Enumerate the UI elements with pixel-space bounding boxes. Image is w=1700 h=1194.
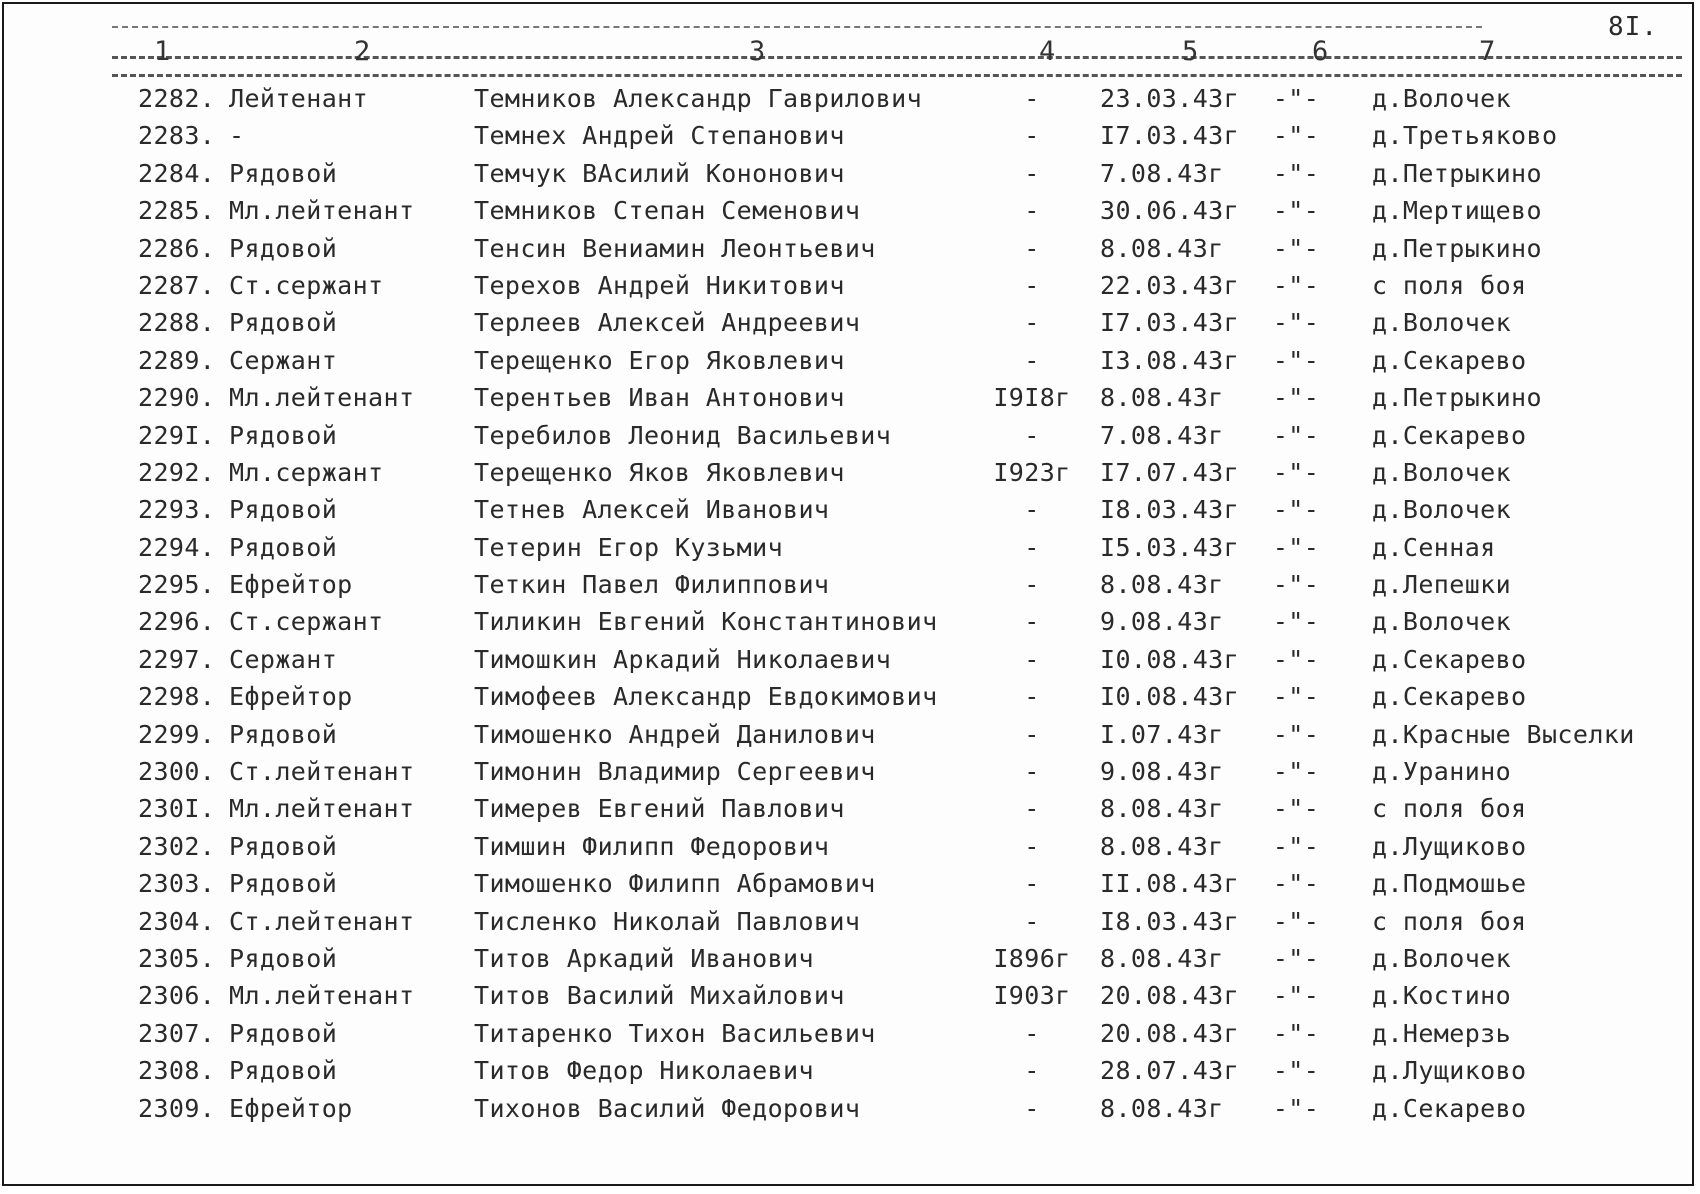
record-number: 2307. [138,1018,216,1048]
record-place: д.Петрыкино [1372,383,1542,413]
record-date: 30.06.43г [1100,196,1240,226]
record-date: I8.03.43г [1100,906,1240,936]
table-row [4,828,1692,865]
record-place: д.Секарево [1372,682,1527,712]
table-row [4,1015,1692,1052]
table-row [4,192,1692,229]
record-ditto-mark: -"- [1272,1093,1320,1123]
record-name: Тимошкин Аркадий Николаевич [474,644,892,674]
record-ditto-mark: -"- [1272,532,1320,562]
table-row [4,491,1692,528]
record-ditto-mark: -"- [1272,233,1320,263]
record-place: с поля боя [1372,794,1527,824]
record-number: 2290. [138,383,216,413]
record-name: Темчук ВАсилий Кононович [474,158,845,188]
record-number: 230I. [138,794,216,824]
record-date: I7.03.43г [1100,308,1240,338]
record-place: д.Секарево [1372,345,1527,375]
record-rank: Рядовой [229,420,338,450]
record-name: Тихонов Василий Федорович [474,1093,861,1123]
table-row [4,566,1692,603]
record-name: Темнех Андрей Степанович [474,121,845,151]
record-rank: Ст.сержант [229,270,384,300]
table-row [4,790,1692,827]
record-name: Теребилов Леонид Васильевич [474,420,892,450]
record-birth-year: - [1024,757,1040,787]
record-number: 2305. [138,943,216,973]
record-number: 2282. [138,84,216,113]
record-place: д.Петрыкино [1372,158,1542,188]
record-number: 2295. [138,570,216,600]
record-birth-year: - [1024,196,1040,226]
record-birth-year: - [1024,794,1040,824]
record-place: д.Сенная [1372,532,1496,562]
record-rank: Ефрейтор [229,1093,353,1123]
record-birth-year: - [1024,233,1040,263]
record-date: 8.08.43г [1100,570,1224,600]
record-name: Темников Степан Семенович [474,196,861,226]
record-name: Тенсин Вениамин Леонтьевич [474,233,876,263]
record-birth-year: - [1024,570,1040,600]
table-row [4,603,1692,640]
record-name: Терлеев Алексей Андреевич [474,308,861,338]
record-birth-year: - [1024,420,1040,450]
record-rank: Ст.лейтенант [229,757,415,787]
record-rank: Сержант [229,644,338,674]
record-date: 9.08.43г [1100,607,1224,637]
record-ditto-mark: -"- [1272,308,1320,338]
record-name: Тиликин Евгений Константинович [474,607,938,637]
record-ditto-mark: -"- [1272,495,1320,525]
record-place: д.Волочек [1372,943,1512,973]
record-name: Титаренко Тихон Васильевич [474,1018,876,1048]
record-rank: Рядовой [229,308,338,338]
record-ditto-mark: -"- [1272,1056,1320,1086]
record-date: 7.08.43г [1100,158,1224,188]
record-number: 2304. [138,906,216,936]
record-name: Тимшин Филипп Федорович [474,831,830,861]
top-dashed-rule [112,26,1482,28]
table-row [4,529,1692,566]
record-name: Тимерев Евгений Павлович [474,794,845,824]
table-row [4,977,1692,1014]
record-name: Титов Федор Николаевич [474,1056,814,1086]
record-rank: Ст.лейтенант [229,906,415,936]
record-number: 2294. [138,532,216,562]
record-place: д.Волочек [1372,607,1512,637]
record-date: 9.08.43г [1100,757,1224,787]
record-rank: Ст.сержант [229,607,384,637]
table-row [4,716,1692,753]
column-header-6: 6 [1312,36,1329,67]
table-row [4,903,1692,940]
record-name: Титов Василий Михайлович [474,981,845,1011]
record-rank: Мл.лейтенант [229,794,415,824]
record-name: Тетнев Алексей Иванович [474,495,830,525]
record-number: 2289. [138,345,216,375]
record-date: I7.07.43г [1100,457,1240,487]
record-rank: Рядовой [229,831,338,861]
table-row [4,304,1692,341]
record-date: 8.08.43г [1100,1093,1224,1123]
record-rank: Мл.сержант [229,457,384,487]
record-place: д.Мертищево [1372,196,1542,226]
record-rank: Мл.лейтенант [229,383,415,413]
record-number: 2300. [138,757,216,787]
table-row [4,267,1692,304]
record-rank: Рядовой [229,532,338,562]
table-row [4,1090,1692,1127]
table-row [4,1052,1692,1089]
record-number: 2296. [138,607,216,637]
record-birth-year: - [1024,1018,1040,1048]
record-ditto-mark: -"- [1272,196,1320,226]
record-ditto-mark: -"- [1272,794,1320,824]
record-rank: Рядовой [229,943,338,973]
record-birth-year: - [1024,831,1040,861]
record-date: 8.08.43г [1100,794,1224,824]
record-birth-year: I903г [993,981,1071,1011]
record-date: 8.08.43г [1100,943,1224,973]
record-birth-year: - [1024,1093,1040,1123]
record-place: с поля боя [1372,906,1527,936]
record-ditto-mark: -"- [1272,1018,1320,1048]
record-ditto-mark: -"- [1272,570,1320,600]
table-row [4,678,1692,715]
record-date: 23.03.43г [1100,84,1240,113]
record-ditto-mark: -"- [1272,158,1320,188]
record-date: I0.08.43г [1100,644,1240,674]
record-number: 2288. [138,308,216,338]
record-place: д.Секарево [1372,420,1527,450]
record-number: 2297. [138,644,216,674]
record-place: д.Красные Выселки [1372,719,1635,749]
table-row [4,454,1692,491]
record-name: Тимофеев Александр Евдокимович [474,682,938,712]
record-birth-year: - [1024,121,1040,151]
record-birth-year: - [1024,308,1040,338]
record-number: 2283. [138,121,216,151]
record-number: 2303. [138,869,216,899]
page-number: 8I. [1608,12,1658,42]
record-rank: Мл.лейтенант [229,196,415,226]
record-ditto-mark: -"- [1272,906,1320,936]
record-birth-year: - [1024,532,1040,562]
record-birth-year: - [1024,719,1040,749]
record-ditto-mark: -"- [1272,457,1320,487]
record-ditto-mark: -"- [1272,869,1320,899]
record-name: Терехов Андрей Никитович [474,270,845,300]
record-number: 2286. [138,233,216,263]
record-number: 229I. [138,420,216,450]
record-name: Терентьев Иван Антонович [474,383,845,413]
record-birth-year: - [1024,84,1040,113]
record-place: д.Петрыкино [1372,233,1542,263]
record-rank: Рядовой [229,1056,338,1086]
record-name: Тимошенко Филипп Абрамович [474,869,876,899]
record-rank: Рядовой [229,158,338,188]
record-place: д.Уранино [1372,757,1512,787]
record-rank: Сержант [229,345,338,375]
table-row [4,379,1692,416]
record-rank: Ефрейтор [229,570,353,600]
record-name: Теткин Павел Филиппович [474,570,830,600]
record-birth-year: - [1024,1056,1040,1086]
record-ditto-mark: -"- [1272,682,1320,712]
record-birth-year: - [1024,158,1040,188]
record-birth-year: I896г [993,943,1071,973]
record-ditto-mark: -"- [1272,719,1320,749]
record-name: Титов Аркадий Иванович [474,943,814,973]
record-ditto-mark: -"- [1272,270,1320,300]
record-ditto-mark: -"- [1272,420,1320,450]
record-birth-year: - [1024,345,1040,375]
table-row [4,80,1692,117]
record-birth-year: - [1024,682,1040,712]
record-birth-year: - [1024,495,1040,525]
record-place: д.Лущиково [1372,1056,1527,1086]
record-rank: Рядовой [229,869,338,899]
record-rank: - [229,121,245,151]
record-date: I7.03.43г [1100,121,1240,151]
record-date: I8.03.43г [1100,495,1240,525]
record-ditto-mark: -"- [1272,607,1320,637]
table-row [4,342,1692,379]
table-row [4,230,1692,267]
table-row [4,117,1692,154]
record-place: д.Лущиково [1372,831,1527,861]
record-place: д.Секарево [1372,1093,1527,1123]
record-name: Тисленко Николай Павлович [474,906,861,936]
record-number: 2308. [138,1056,216,1086]
record-birth-year: I9I8г [993,383,1071,413]
record-place: д.Подмошье [1372,869,1527,899]
record-ditto-mark: -"- [1272,757,1320,787]
record-ditto-mark: -"- [1272,121,1320,151]
record-number: 2309. [138,1093,216,1123]
record-place: д.Волочек [1372,495,1512,525]
record-number: 2293. [138,495,216,525]
column-header-4: 4 [1039,36,1056,67]
record-ditto-mark: -"- [1272,981,1320,1011]
record-place: д.Третьяково [1372,121,1558,151]
record-date: 8.08.43г [1100,383,1224,413]
record-ditto-mark: -"- [1272,84,1320,113]
record-date: I5.03.43г [1100,532,1240,562]
record-place: д.Немерзь [1372,1018,1512,1048]
record-date: I0.08.43г [1100,682,1240,712]
record-place: д.Секарево [1372,644,1527,674]
record-date: 8.08.43г [1100,233,1224,263]
record-rank: Рядовой [229,233,338,263]
record-name: Терещенко Яков Яковлевич [474,457,845,487]
record-birth-year: - [1024,869,1040,899]
record-name: Терещенко Егор Яковлевич [474,345,845,375]
record-birth-year: - [1024,906,1040,936]
record-place: д.Костино [1372,981,1512,1011]
record-number: 2287. [138,270,216,300]
record-date: I3.08.43г [1100,345,1240,375]
record-rank: Мл.лейтенант [229,981,415,1011]
record-ditto-mark: -"- [1272,943,1320,973]
record-place: д.Волочек [1372,308,1512,338]
column-header-2: 2 [354,36,371,67]
record-name: Тетерин Егор Кузьмич [474,532,784,562]
column-header-5: 5 [1182,36,1199,67]
column-header-3: 3 [749,36,766,67]
record-rank: Лейтенант [229,84,369,113]
record-name: Темников Александр Гаврилович [474,84,923,113]
table-row [4,155,1692,192]
record-ditto-mark: -"- [1272,831,1320,861]
record-number: 2299. [138,719,216,749]
record-name: Тимошенко Андрей Данилович [474,719,876,749]
record-birth-year: I923г [993,457,1071,487]
record-birth-year: - [1024,270,1040,300]
record-rank: Ефрейтор [229,682,353,712]
record-number: 2284. [138,158,216,188]
record-date: 20.08.43г [1100,1018,1240,1048]
table-row [4,940,1692,977]
record-birth-year: - [1024,644,1040,674]
record-date: 20.08.43г [1100,981,1240,1011]
record-ditto-mark: -"- [1272,383,1320,413]
record-date: II.08.43г [1100,869,1240,899]
table-row [4,753,1692,790]
records-list [4,80,1692,1127]
record-rank: Рядовой [229,495,338,525]
table-row [4,417,1692,454]
table-row [4,865,1692,902]
record-date: 28.07.43г [1100,1056,1240,1086]
record-number: 2298. [138,682,216,712]
record-number: 2292. [138,457,216,487]
table-row [4,641,1692,678]
record-number: 2302. [138,831,216,861]
record-ditto-mark: -"- [1272,345,1320,375]
record-rank: Рядовой [229,719,338,749]
record-rank: Рядовой [229,1018,338,1048]
record-place: с поля боя [1372,270,1527,300]
header-dashed-rule [112,56,1682,59]
record-number: 2306. [138,981,216,1011]
column-header-1: 1 [154,36,171,67]
record-name: Тимонин Владимир Сергеевич [474,757,876,787]
record-date: I.07.43г [1100,719,1224,749]
record-number: 2285. [138,196,216,226]
record-ditto-mark: -"- [1272,644,1320,674]
header-dashed-rule-lower [112,74,1682,77]
document-page [2,2,1694,1186]
record-date: 8.08.43г [1100,831,1224,861]
record-date: 22.03.43г [1100,270,1240,300]
record-place: д.Волочек [1372,457,1512,487]
record-date: 7.08.43г [1100,420,1224,450]
record-place: д.Лепешки [1372,570,1512,600]
record-place: д.Волочек [1372,84,1512,113]
column-header-7: 7 [1479,36,1496,67]
record-birth-year: - [1024,607,1040,637]
